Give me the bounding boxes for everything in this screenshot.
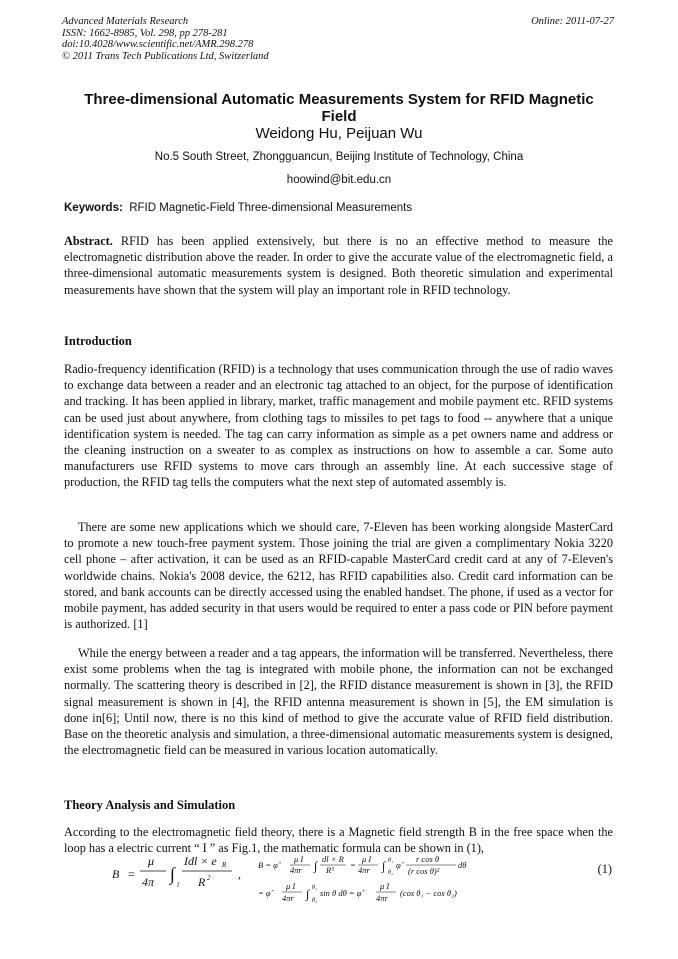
intro-paragraph-2: There are some new applications which we should care, 7-Eleven has been working alongside MasterCard to promote a new touch-free payment system. Those joining the trial are given a complimentary Nokia 3220 cell phone – after activation, it can be used as an RFID-capable MasterCard credit card at any of 7-Eleven's worldwide chains. Nokia's 2008 device, the 6212, has RFID capabilities also. Credit card information can be stored, and bank accounts can be directly accessed using the enabled handset. The phone, if used as a vector for mobile payment, has added security in that users would be required to enter a pass code or PIN before payment is authorized. [1] <box>64 520 613 632</box>
authors: Weidong Hu, Peijuan Wu <box>255 125 423 142</box>
svg-text:2: 2 <box>207 874 211 882</box>
keywords-label: Keywords: <box>64 202 123 214</box>
svg-text:μ I: μ I <box>294 854 304 864</box>
abstract-label: Abstract. <box>64 234 113 248</box>
svg-text:θ₂: θ₂ <box>312 898 318 904</box>
svg-text:sin θ dθ = φ̂: sin θ dθ = φ̂ <box>320 888 362 898</box>
svg-text:μ I: μ I <box>380 881 390 891</box>
svg-text:r cos θ: r cos θ <box>416 854 440 864</box>
svg-text:θ₁: θ₁ <box>312 885 318 891</box>
svg-text:4πr: 4πr <box>282 893 294 903</box>
svg-text:θ₂: θ₂ <box>388 870 394 876</box>
intro-paragraph-1: Radio-frequency identification (RFID) is a technology that uses communication through the use of radio waves to exchange data between a reader and an electronic tag attached to an object, for the purpose of identification and tracking. It has been applied in library, market, traffic management and mobile payment etc. RFID systems can be used just about anywhere, from clothing tags to missiles to pet tags to food -- anywhere that a unique identification system is needed. The tag can carry information as simple as a pet owners name and address or the cleaning instruction on a sweater to as complex as instructions on how to assemble a car. Some auto manufacturers use RFID systems to move cars through an assembly line. At each successive stage of production, the RFID tag tells the computers what the next step of automated assembly is. <box>64 362 613 490</box>
svg-text:B: B <box>112 867 120 881</box>
svg-text:4πr: 4πr <box>290 865 302 875</box>
svg-text:(cos θ₁ − cos θ₂): (cos θ₁ − cos θ₂) <box>400 888 457 898</box>
svg-text:,: , <box>238 867 241 881</box>
journal-name: Advanced Materials Research <box>62 16 189 27</box>
affiliation: No.5 South Street, Zhongguancun, Beijing Institute of Technology, China <box>154 151 524 163</box>
svg-text:l: l <box>177 881 179 889</box>
svg-text:μ I: μ I <box>286 881 296 891</box>
title-line-1: Three-dimensional Automatic Measurements System for RFID Magnetic <box>84 91 594 108</box>
abstract <box>64 233 613 298</box>
issn-line: ISSN: 1662-8985, Vol. 298, pp 278-281 <box>62 27 228 39</box>
svg-text:∫: ∫ <box>382 859 386 873</box>
equation-1 <box>110 854 510 906</box>
intro-paragraph-3: While the energy between a reader and a tag appears, the information will be transferred. Nevertheless, there exist some problems when the tag is integrated with mobile phone, the information can not be exchanged normally. The scattering theory is described in [2], the RFID distance measurement is shown in [3], the RFID signal measurement is shown in [4], the RFID antenna measurement is shown in [5], the EM simulation is done in[6]; Until now, there is no this kind of method to give the accurate value of RFID field distribution. Base on the theoretic analysis and simulation, a three-dimensional automatic measurements system is designed, the electromagnetic field can be measured in various location automatically. <box>64 646 613 758</box>
svg-text:R: R <box>222 861 227 869</box>
svg-text:dθ: dθ <box>458 860 467 870</box>
svg-text:4πr: 4πr <box>358 865 370 875</box>
abstract-text: RFID has been applied extensively, but there is no an effective method to measure the electromagnetic distribution above the reader. In order to give the accurate value of the electromagnetic field, a three-dimensional automatic measurements system is designed. Both theoretic simulation and experimental measurements have shown that the system will play an important role in RFID technology. <box>64 234 613 297</box>
svg-text:R³: R³ <box>326 865 334 875</box>
svg-text:dl × R: dl × R <box>322 854 344 864</box>
introduction-heading: Introduction <box>64 334 132 348</box>
svg-text:(r cos θ)²: (r cos θ)² <box>408 866 440 876</box>
svg-text:∫: ∫ <box>170 864 175 884</box>
doi-line: doi:10.4028/www.scientific.net/AMR.298.278 <box>62 39 254 50</box>
svg-text:= φ̂: = φ̂ <box>258 888 271 898</box>
svg-text:4πr: 4πr <box>376 893 388 903</box>
svg-text:4π: 4π <box>142 875 155 889</box>
svg-text:μ: μ <box>148 854 155 868</box>
svg-text:R: R <box>198 875 206 889</box>
svg-text:=: = <box>128 867 135 881</box>
svg-text:∫: ∫ <box>306 887 310 901</box>
theory-heading: Theory Analysis and Simulation <box>64 798 236 812</box>
equation-number: (1) <box>597 862 612 876</box>
svg-text:B = φ̂: B = φ̂ <box>258 860 278 870</box>
svg-text:∫: ∫ <box>314 859 318 873</box>
svg-text:Idl × e: Idl × e <box>184 854 217 868</box>
theory-paragraph-1: According to the electromagnetic field theory, there is a Magnetic field strength B in the free space when the loop has a electric current “ I ” as Fig.1, the mathematic formula can be shown in (1), <box>64 825 613 856</box>
online-date: Online: 2011-07-27 <box>531 16 614 27</box>
paper-title <box>40 91 638 125</box>
svg-text:μ I: μ I <box>362 854 372 864</box>
copyright-line: © 2011 Trans Tech Publications Ltd, Switzerland <box>62 50 269 62</box>
svg-text:θ₁: θ₁ <box>388 858 394 864</box>
keywords <box>64 201 412 215</box>
title-line-2: Field <box>321 108 357 125</box>
journal-header <box>62 16 269 62</box>
svg-text:φ̂: φ̂ <box>396 860 401 870</box>
svg-text:=: = <box>350 860 356 870</box>
email: hoowind@bit.edu.cn <box>286 174 392 186</box>
keywords-text: RFID Magnetic-Field Three-dimensional Measurements <box>129 202 413 214</box>
